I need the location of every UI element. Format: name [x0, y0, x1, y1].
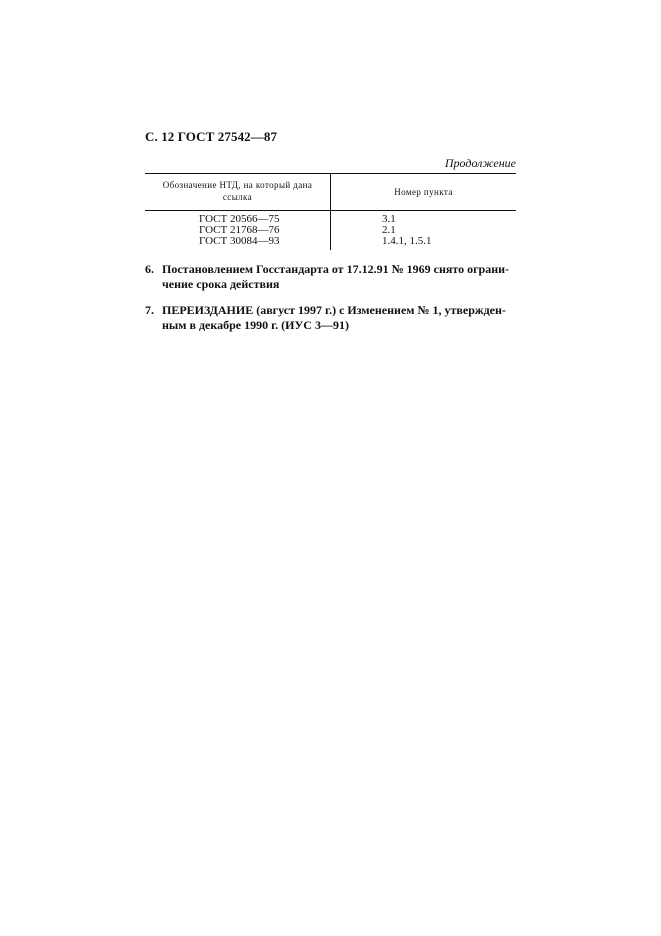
- note-item-7: [145, 303, 520, 333]
- reference-table: [145, 173, 516, 250]
- note-line: ным в декабре 1990 г. (ИУС 3—91): [162, 318, 349, 332]
- note-number: 6.: [145, 262, 154, 276]
- table-cell-ntd: ГОСТ 20566—75: [199, 213, 280, 225]
- table-cell-clause: 2.1: [382, 224, 396, 236]
- clause-column: [382, 214, 432, 247]
- table-cell-ntd: ГОСТ 30084—93: [199, 235, 280, 247]
- note-item-6: [145, 262, 520, 292]
- column-header-clause: Номер пункта: [394, 187, 453, 197]
- column-header-ntd-line-1: Обозначение НТД, на который дана: [162, 180, 313, 190]
- ntd-column: [199, 214, 279, 247]
- note-line: ПЕРЕИЗДАНИЕ (август 1997 г.) с Изменением № 1, утвержден-: [162, 303, 506, 317]
- table-column-divider: [330, 173, 331, 250]
- table-cell-clause: 1.4.1, 1.5.1: [382, 235, 432, 247]
- note-line: Постановлением Госстандарта от 17.12.91 № 1969 снято ограни-: [162, 262, 510, 276]
- page-header: С. 12 ГОСТ 27542—87: [145, 129, 278, 144]
- column-header-ntd-line-2: ссылка: [222, 192, 253, 202]
- table-cell-clause: 3.1: [382, 213, 396, 225]
- column-header-ntd: [145, 179, 330, 203]
- note-number: 7.: [145, 303, 154, 317]
- table-cell-ntd: ГОСТ 21768—76: [199, 224, 280, 236]
- continuation-label: Продолжение: [444, 156, 516, 170]
- note-line: чение срока действия: [162, 277, 280, 291]
